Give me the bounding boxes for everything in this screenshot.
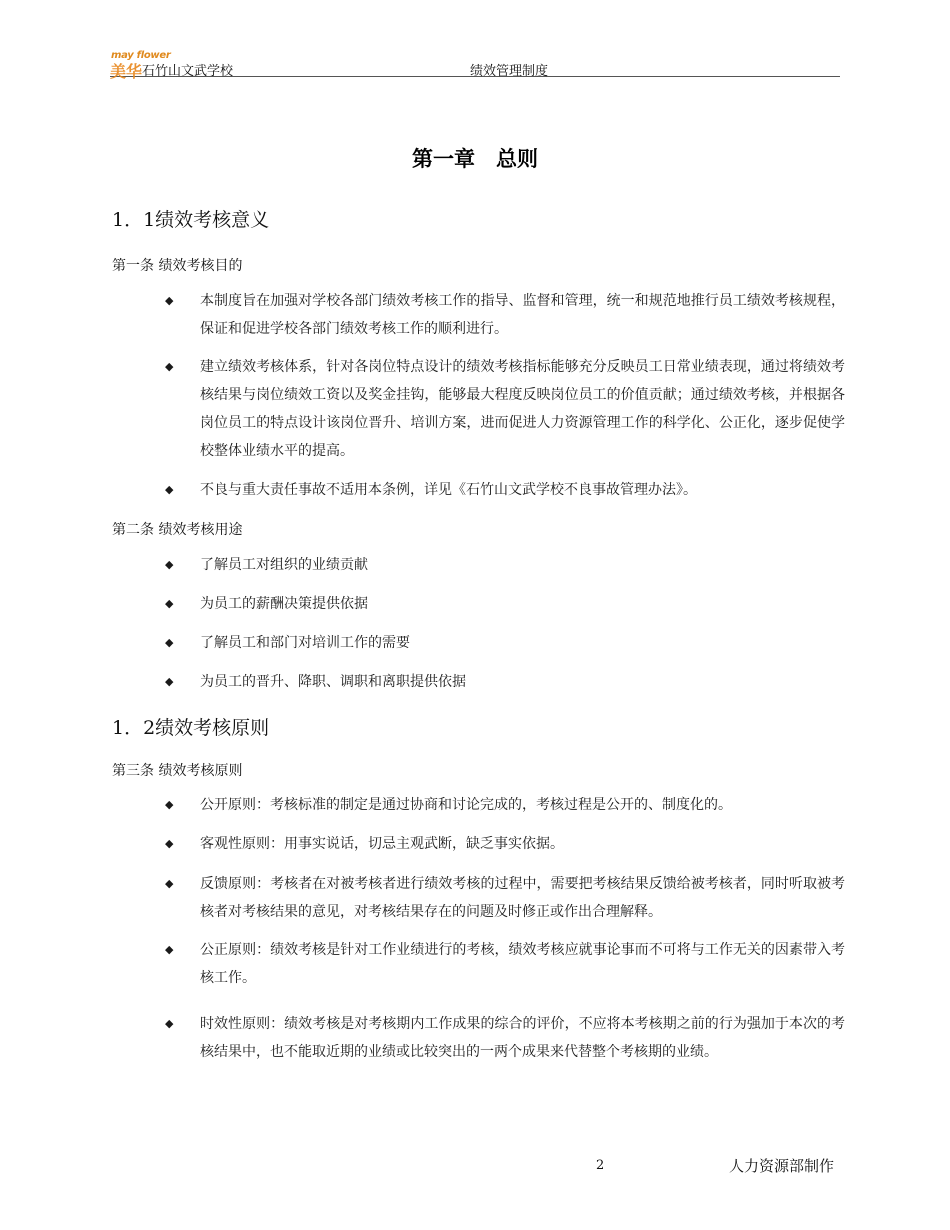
list-item <box>165 629 845 657</box>
logo-wordmark: may flower <box>111 50 171 61</box>
article-label: 第一条 绩效考核目的 <box>112 258 243 274</box>
list-item-text: 本制度旨在加强对学校各部门绩效考核工作的指导、监督和管理，统一和规范地推行员工绩效考核规程，保证和促进学校各部门绩效考核工作的顺利进行。 <box>200 293 845 337</box>
logo-cn-mark: 美华 <box>110 62 143 81</box>
list-item-text: 为员工的晋升、降职、调职和离职提供依据 <box>200 674 466 690</box>
diamond-bullet-icon: ◆ <box>165 877 174 890</box>
article-label: 第三条 绩效考核原则 <box>112 763 243 779</box>
header-doc-title: 绩效管理制度 <box>470 64 549 79</box>
diamond-bullet-icon: ◆ <box>165 636 174 649</box>
chapter-title: 第一章 总则 <box>412 147 538 171</box>
list-item <box>165 590 845 618</box>
page-number: 2 <box>596 1158 605 1173</box>
list-item-text: 不良与重大责任事故不适用本条例，详见《石竹山文武学校不良事故管理办法》。 <box>200 482 697 498</box>
footer-department: 人力资源部制作 <box>729 1157 835 1175</box>
list-item-text: 为员工的薪酬决策提供依据 <box>200 596 368 612</box>
list-item-text: 了解员工和部门对培训工作的需要 <box>200 635 410 651</box>
diamond-bullet-icon: ◆ <box>165 294 174 307</box>
diamond-bullet-icon: ◆ <box>165 675 174 688</box>
diamond-bullet-icon: ◆ <box>165 360 174 373</box>
school-name: 石竹山文武学校 <box>142 64 234 79</box>
diamond-bullet-icon: ◆ <box>165 558 174 571</box>
list-item-text: 时效性原则：绩效考核是对考核期内工作成果的综合的评价，不应将本考核期之前的行为强加于本次的考核结果中，也不能取近期的业绩或比较突出的一两个成果来代替整个考核期的业绩。 <box>200 1016 845 1060</box>
article-label: 第二条 绩效考核用途 <box>112 522 243 538</box>
list-item <box>165 551 845 579</box>
list-item <box>165 870 845 926</box>
list-item <box>165 830 845 858</box>
section-heading: 1．1绩效考核意义 <box>112 209 270 231</box>
diamond-bullet-icon: ◆ <box>165 798 174 811</box>
diamond-bullet-icon: ◆ <box>165 943 174 956</box>
list-item <box>165 1010 845 1066</box>
list-item-text: 了解员工对组织的业绩贡献 <box>200 557 368 573</box>
diamond-bullet-icon: ◆ <box>165 483 174 496</box>
list-item <box>165 791 845 819</box>
list-item-text: 反馈原则：考核者在对被考核者进行绩效考核的过程中，需要把考核结果反馈给被考核者，同时听取被考核者对考核结果的意见，对考核结果存在的问题及时修正或作出合理解释。 <box>200 876 845 920</box>
list-item <box>165 287 845 343</box>
diamond-bullet-icon: ◆ <box>165 597 174 610</box>
list-item-text: 客观性原则：用事实说话，切忌主观武断，缺乏事实依据。 <box>200 836 564 852</box>
list-item <box>165 476 845 504</box>
list-item <box>165 353 845 465</box>
section-heading: 1．2绩效考核原则 <box>112 717 270 739</box>
diamond-bullet-icon: ◆ <box>165 1017 174 1030</box>
list-item-text: 建立绩效考核体系，针对各岗位特点设计的绩效考核指标能够充分反映员工日常业绩表现，通过将绩效考核结果与岗位绩效工资以及奖金挂钩，能够最大程度反映岗位员工的价值贡献；通过绩效考核，并根据各岗位员工的特点设计该岗位晋升、培训方案，进而促进人力资源管理工作的科学化、公正化，逐步促使学校整体业绩水平的提高。 <box>200 359 845 459</box>
list-item-text: 公开原则：考核标准的制定是通过协商和讨论完成的，考核过程是公开的、制度化的。 <box>200 797 732 813</box>
page-header <box>110 50 840 81</box>
list-item <box>165 668 845 696</box>
diamond-bullet-icon: ◆ <box>165 837 174 850</box>
list-item-text: 公正原则：绩效考核是针对工作业绩进行的考核，绩效考核应就事论事而不可将与工作无关的因素带入考核工作。 <box>200 942 845 986</box>
list-item <box>165 936 845 992</box>
